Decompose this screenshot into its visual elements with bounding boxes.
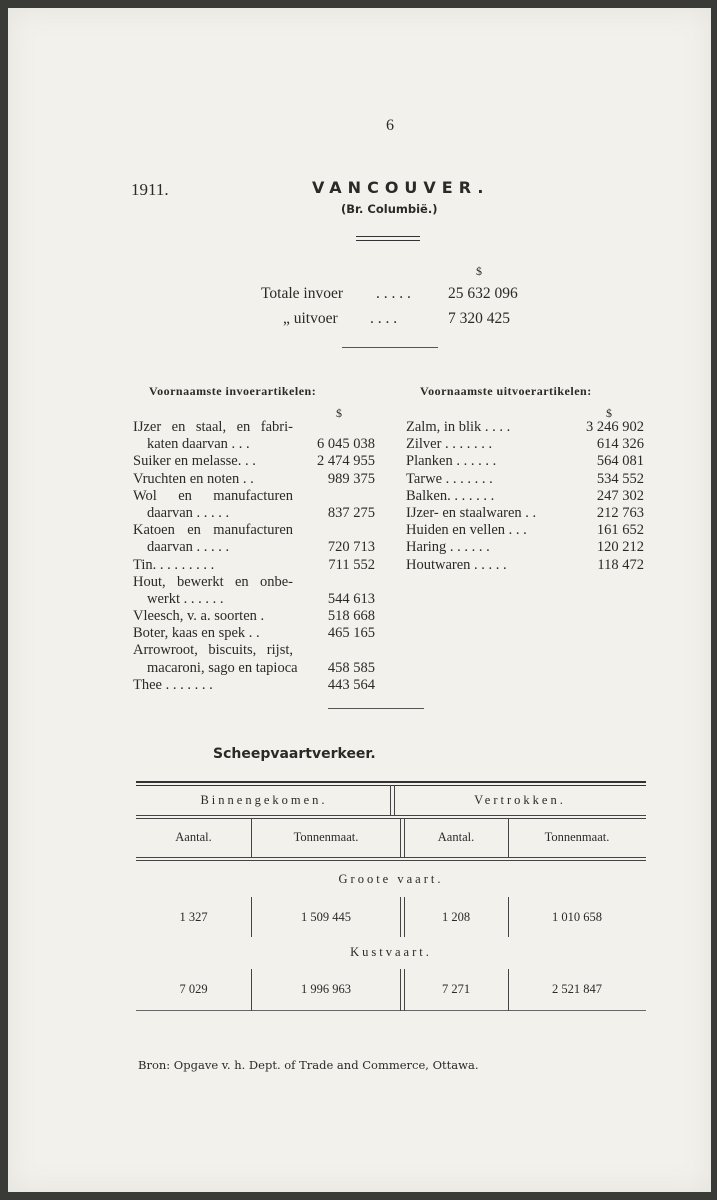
cell-groote-count-out: 1 208 bbox=[441, 910, 471, 924]
imports-list bbox=[133, 419, 375, 694]
import-item-line bbox=[133, 642, 375, 659]
import-item-label: macaroni, sago en tapioca bbox=[147, 659, 298, 676]
import-item-label: Wol en manufacturen bbox=[133, 487, 293, 504]
section-kustvaart: Kustvaart. bbox=[350, 945, 432, 959]
import-item-line bbox=[133, 557, 375, 574]
import-item-line bbox=[133, 488, 375, 505]
export-item-label: Planken . . . . . . bbox=[406, 453, 497, 470]
export-item-label: IJzer- en staalwaren . . bbox=[406, 504, 537, 521]
export-item bbox=[406, 453, 644, 470]
cell-kust-count-in: 7 029 bbox=[179, 982, 208, 996]
cell-groote-tonnage-out: 1 010 658 bbox=[552, 910, 602, 924]
import-item-line bbox=[133, 608, 375, 625]
import-item-label: katen daarvan . . . bbox=[147, 436, 250, 453]
export-item-value: 212 763 bbox=[596, 504, 644, 521]
import-item-line bbox=[133, 453, 375, 470]
page-number: 6 bbox=[386, 117, 394, 134]
table-group-rule bbox=[136, 815, 646, 819]
import-item-line bbox=[133, 436, 375, 453]
export-item-label: Zalm, in blik . . . . bbox=[406, 419, 511, 435]
export-item-label: Huiden en vellen . . . bbox=[406, 522, 527, 539]
export-item-value: 161 652 bbox=[596, 522, 644, 539]
import-item-value: 989 375 bbox=[327, 470, 375, 487]
import-item-label: daarvan . . . . . bbox=[147, 504, 230, 521]
exports-list bbox=[406, 419, 644, 574]
export-item-value: 247 302 bbox=[596, 487, 644, 504]
export-item bbox=[406, 488, 644, 505]
export-item bbox=[406, 436, 644, 453]
import-item-value: 837 275 bbox=[327, 504, 375, 521]
import-item-value: 544 613 bbox=[327, 590, 375, 607]
export-item bbox=[406, 471, 644, 488]
exports-heading: Voornaamste uitvoerartikelen: bbox=[420, 384, 592, 398]
shipping-heading: Scheepvaartverkeer. bbox=[213, 746, 376, 762]
year-label: 1911. bbox=[131, 180, 169, 199]
cell-kust-tonnage-in: 1 996 963 bbox=[301, 982, 351, 996]
export-item-value: 534 552 bbox=[596, 470, 644, 487]
import-item-line bbox=[133, 505, 375, 522]
import-item-line bbox=[133, 419, 375, 436]
total-export-dots: . . . . bbox=[370, 310, 398, 327]
import-item-label: daarvan . . . . . bbox=[147, 539, 230, 556]
imports-heading: Voornaamste invoerartikelen: bbox=[149, 384, 317, 398]
import-item-label: Boter, kaas en spek . . bbox=[133, 625, 260, 642]
cell-kust-count-out: 7 271 bbox=[441, 982, 471, 996]
import-item-value: 711 552 bbox=[328, 556, 375, 573]
import-item-label: Suiker en melasse. . . bbox=[133, 453, 256, 470]
export-item bbox=[406, 419, 644, 436]
import-item-line bbox=[133, 522, 375, 539]
imports-currency: $ bbox=[336, 406, 342, 420]
lists-rule bbox=[328, 708, 424, 709]
export-item-label: Houtwaren . . . . . bbox=[406, 556, 507, 573]
section-groote-vaart: Groote vaart. bbox=[338, 872, 444, 886]
import-item-label: Hout, bewerkt en onbe- bbox=[133, 573, 293, 590]
exports-currency: $ bbox=[606, 406, 612, 420]
cell-groote-tonnage-in: 1 509 445 bbox=[301, 910, 351, 924]
import-item-line bbox=[133, 677, 375, 694]
export-item-label: Tarwe . . . . . . . bbox=[406, 470, 493, 487]
export-item-value: 614 326 bbox=[596, 436, 644, 453]
totals-rule bbox=[342, 347, 438, 348]
export-item-value: 564 081 bbox=[596, 453, 644, 470]
cell-groote-count-in: 1 327 bbox=[179, 910, 208, 924]
export-item bbox=[406, 557, 644, 574]
import-item-label: werkt . . . . . . bbox=[147, 590, 224, 607]
col-header-count-out: Aantal. bbox=[437, 830, 475, 844]
import-item-line bbox=[133, 539, 375, 556]
total-import-dots: . . . . . bbox=[376, 285, 411, 302]
totals-currency: $ bbox=[476, 264, 482, 278]
total-import-value: 25 632 096 bbox=[448, 285, 518, 302]
export-item bbox=[406, 522, 644, 539]
export-item-value: 118 472 bbox=[597, 556, 644, 573]
import-item-value: 465 165 bbox=[327, 625, 375, 642]
group-header-arrived: Binnengekomen. bbox=[200, 793, 328, 807]
import-item-value: 443 564 bbox=[327, 676, 375, 693]
import-item-label: Tin. . . . . . . . . bbox=[133, 556, 215, 573]
shipping-table bbox=[136, 781, 646, 1013]
col-header-tonnage-out: Tonnenmaat. bbox=[544, 830, 610, 844]
source-note: Bron: Opgave v. h. Dept. of Trade and Commerce, Ottawa. bbox=[138, 1058, 479, 1072]
import-item-value: 458 585 bbox=[327, 659, 375, 676]
col-header-count-in: Aantal. bbox=[175, 830, 212, 844]
import-item-label: IJzer en staal, en fabri- bbox=[133, 419, 293, 435]
import-item-label: Thee . . . . . . . bbox=[133, 676, 213, 693]
import-item-label: Arrowroot, biscuits, rijst, bbox=[133, 642, 293, 659]
title-double-rule bbox=[356, 236, 420, 241]
total-import-label: Totale invoer bbox=[261, 285, 343, 302]
table-bottom-rule bbox=[136, 1010, 646, 1011]
city-title: VANCOUVER. bbox=[312, 178, 490, 197]
import-item-value: 720 713 bbox=[327, 539, 375, 556]
document-page bbox=[8, 8, 711, 1192]
total-export-label: „ uitvoer bbox=[283, 310, 338, 327]
export-item-value: 120 212 bbox=[596, 539, 644, 556]
import-item-line bbox=[133, 471, 375, 488]
export-item-label: Balken. . . . . . . bbox=[406, 487, 495, 504]
import-item-line bbox=[133, 625, 375, 642]
import-item-value: 6 045 038 bbox=[317, 436, 375, 453]
cell-kust-tonnage-out: 2 521 847 bbox=[552, 982, 602, 996]
table-top-rule bbox=[136, 781, 646, 786]
import-item-label: Vruchten en noten . . bbox=[133, 470, 254, 487]
import-item-line bbox=[133, 574, 375, 591]
export-item-label: Zilver . . . . . . . bbox=[406, 436, 493, 453]
import-item-label: Vleesch, v. a. soorten . bbox=[133, 608, 265, 625]
import-item-label: Katoen en manufacturen bbox=[133, 522, 293, 539]
import-item-value: 2 474 955 bbox=[317, 453, 375, 470]
import-item-value: 518 668 bbox=[327, 608, 375, 625]
import-item-line bbox=[133, 591, 375, 608]
table-header-rule bbox=[136, 857, 646, 861]
export-item bbox=[406, 539, 644, 556]
subtitle: (Br. Columbië.) bbox=[341, 202, 438, 216]
export-item bbox=[406, 505, 644, 522]
export-item-label: Haring . . . . . . bbox=[406, 539, 490, 556]
total-export-value: 7 320 425 bbox=[448, 310, 510, 327]
group-header-departed: Vertrokken. bbox=[474, 793, 566, 807]
import-item-line bbox=[133, 660, 375, 677]
export-item-value: 3 246 902 bbox=[586, 419, 644, 435]
col-header-tonnage-in: Tonnenmaat. bbox=[293, 830, 359, 844]
